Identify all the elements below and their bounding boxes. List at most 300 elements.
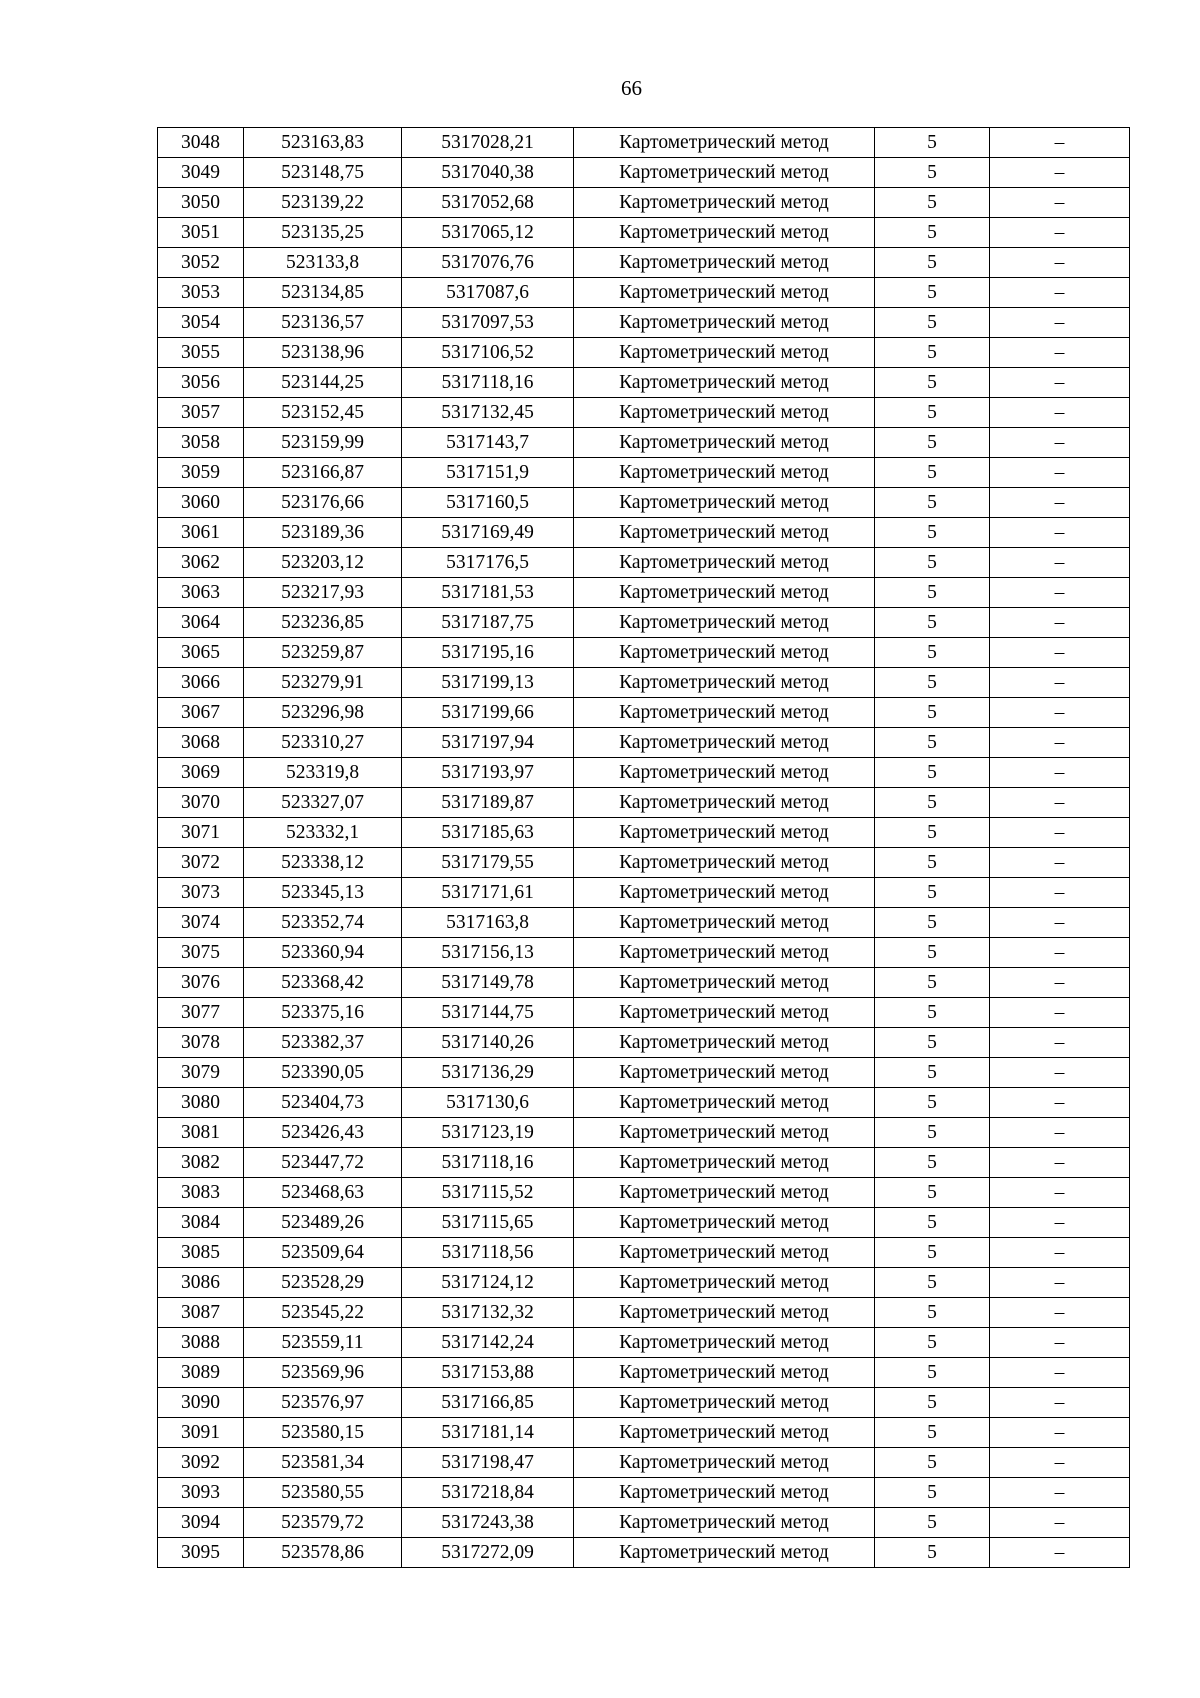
method-cell: Картометрический метод (574, 938, 875, 968)
table-row (158, 968, 1130, 998)
point-number-cell: 3060 (158, 488, 244, 518)
x-coordinate-cell: 523144,25 (244, 368, 402, 398)
accuracy-cell: 5 (875, 368, 990, 398)
table-row (158, 278, 1130, 308)
table-row (158, 1118, 1130, 1148)
point-number-cell: 3078 (158, 1028, 244, 1058)
x-coordinate-cell: 523360,94 (244, 938, 402, 968)
method-cell: Картометрический метод (574, 128, 875, 158)
accuracy-cell: 5 (875, 428, 990, 458)
table-row (158, 908, 1130, 938)
point-number-cell: 3087 (158, 1298, 244, 1328)
method-cell: Картометрический метод (574, 1268, 875, 1298)
table-row (158, 548, 1130, 578)
point-number-cell: 3057 (158, 398, 244, 428)
x-coordinate-cell: 523509,64 (244, 1238, 402, 1268)
description-cell: – (990, 1028, 1130, 1058)
x-coordinate-cell: 523236,85 (244, 608, 402, 638)
point-number-cell: 3065 (158, 638, 244, 668)
description-cell: – (990, 158, 1130, 188)
table-row (158, 368, 1130, 398)
point-number-cell: 3074 (158, 908, 244, 938)
x-coordinate-cell: 523310,27 (244, 728, 402, 758)
x-coordinate-cell: 523136,57 (244, 308, 402, 338)
description-cell: – (990, 1358, 1130, 1388)
y-coordinate-cell: 5317118,16 (402, 1148, 574, 1178)
method-cell: Картометрический метод (574, 1478, 875, 1508)
method-cell: Картометрический метод (574, 1238, 875, 1268)
accuracy-cell: 5 (875, 1208, 990, 1238)
y-coordinate-cell: 5317181,14 (402, 1418, 574, 1448)
x-coordinate-cell: 523166,87 (244, 458, 402, 488)
y-coordinate-cell: 5317115,65 (402, 1208, 574, 1238)
method-cell: Картометрический метод (574, 1538, 875, 1568)
accuracy-cell: 5 (875, 1118, 990, 1148)
method-cell: Картометрический метод (574, 548, 875, 578)
accuracy-cell: 5 (875, 1538, 990, 1568)
point-number-cell: 3071 (158, 818, 244, 848)
description-cell: – (990, 458, 1130, 488)
page-number: 66 (621, 76, 642, 100)
method-cell: Картометрический метод (574, 188, 875, 218)
accuracy-cell: 5 (875, 1358, 990, 1388)
table-row (158, 338, 1130, 368)
accuracy-cell: 5 (875, 488, 990, 518)
x-coordinate-cell: 523319,8 (244, 758, 402, 788)
y-coordinate-cell: 5317187,75 (402, 608, 574, 638)
method-cell: Картометрический метод (574, 968, 875, 998)
point-number-cell: 3081 (158, 1118, 244, 1148)
accuracy-cell: 5 (875, 308, 990, 338)
point-number-cell: 3080 (158, 1088, 244, 1118)
x-coordinate-cell: 523352,74 (244, 908, 402, 938)
table-row (158, 188, 1130, 218)
accuracy-cell: 5 (875, 218, 990, 248)
x-coordinate-cell: 523203,12 (244, 548, 402, 578)
method-cell: Картометрический метод (574, 578, 875, 608)
accuracy-cell: 5 (875, 188, 990, 218)
point-number-cell: 3079 (158, 1058, 244, 1088)
method-cell: Картометрический метод (574, 668, 875, 698)
description-cell: – (990, 218, 1130, 248)
method-cell: Картометрический метод (574, 308, 875, 338)
y-coordinate-cell: 5317193,97 (402, 758, 574, 788)
accuracy-cell: 5 (875, 1058, 990, 1088)
x-coordinate-cell: 523581,34 (244, 1448, 402, 1478)
description-cell: – (990, 1478, 1130, 1508)
y-coordinate-cell: 5317140,26 (402, 1028, 574, 1058)
table-row (158, 1088, 1130, 1118)
description-cell: – (990, 1238, 1130, 1268)
description-cell: – (990, 1118, 1130, 1148)
table-row (158, 998, 1130, 1028)
y-coordinate-cell: 5317065,12 (402, 218, 574, 248)
table-row (158, 1418, 1130, 1448)
table-row (158, 668, 1130, 698)
method-cell: Картометрический метод (574, 698, 875, 728)
accuracy-cell: 5 (875, 1418, 990, 1448)
method-cell: Картометрический метод (574, 338, 875, 368)
x-coordinate-cell: 523163,83 (244, 128, 402, 158)
y-coordinate-cell: 5317118,56 (402, 1238, 574, 1268)
accuracy-cell: 5 (875, 1508, 990, 1538)
y-coordinate-cell: 5317160,5 (402, 488, 574, 518)
y-coordinate-cell: 5317132,45 (402, 398, 574, 428)
x-coordinate-cell: 523447,72 (244, 1148, 402, 1178)
accuracy-cell: 5 (875, 248, 990, 278)
point-number-cell: 3070 (158, 788, 244, 818)
description-cell: – (990, 728, 1130, 758)
method-cell: Картометрический метод (574, 638, 875, 668)
y-coordinate-cell: 5317132,32 (402, 1298, 574, 1328)
x-coordinate-cell: 523404,73 (244, 1088, 402, 1118)
y-coordinate-cell: 5317156,13 (402, 938, 574, 968)
method-cell: Картометрический метод (574, 1388, 875, 1418)
accuracy-cell: 5 (875, 1028, 990, 1058)
y-coordinate-cell: 5317272,09 (402, 1538, 574, 1568)
point-number-cell: 3075 (158, 938, 244, 968)
y-coordinate-cell: 5317198,47 (402, 1448, 574, 1478)
table-row (158, 308, 1130, 338)
x-coordinate-cell: 523135,25 (244, 218, 402, 248)
table-row (158, 1538, 1130, 1568)
description-cell: – (990, 248, 1130, 278)
table-row (158, 158, 1130, 188)
accuracy-cell: 5 (875, 1298, 990, 1328)
method-cell: Картометрический метод (574, 848, 875, 878)
x-coordinate-cell: 523327,07 (244, 788, 402, 818)
y-coordinate-cell: 5317115,52 (402, 1178, 574, 1208)
y-coordinate-cell: 5317218,84 (402, 1478, 574, 1508)
x-coordinate-cell: 523133,8 (244, 248, 402, 278)
x-coordinate-cell: 523426,43 (244, 1118, 402, 1148)
point-number-cell: 3053 (158, 278, 244, 308)
method-cell: Картометрический метод (574, 218, 875, 248)
table-row (158, 1358, 1130, 1388)
y-coordinate-cell: 5317052,68 (402, 188, 574, 218)
table-row (158, 728, 1130, 758)
method-cell: Картометрический метод (574, 1118, 875, 1148)
point-number-cell: 3091 (158, 1418, 244, 1448)
point-number-cell: 3093 (158, 1478, 244, 1508)
y-coordinate-cell: 5317040,38 (402, 158, 574, 188)
table-row (158, 398, 1130, 428)
x-coordinate-cell: 523159,99 (244, 428, 402, 458)
x-coordinate-cell: 523148,75 (244, 158, 402, 188)
point-number-cell: 3089 (158, 1358, 244, 1388)
point-number-cell: 3051 (158, 218, 244, 248)
y-coordinate-cell: 5317189,87 (402, 788, 574, 818)
y-coordinate-cell: 5317176,5 (402, 548, 574, 578)
table-row (158, 818, 1130, 848)
x-coordinate-cell: 523390,05 (244, 1058, 402, 1088)
description-cell: – (990, 638, 1130, 668)
description-cell: – (990, 818, 1130, 848)
accuracy-cell: 5 (875, 938, 990, 968)
accuracy-cell: 5 (875, 1388, 990, 1418)
accuracy-cell: 5 (875, 1178, 990, 1208)
point-number-cell: 3056 (158, 368, 244, 398)
x-coordinate-cell: 523489,26 (244, 1208, 402, 1238)
point-number-cell: 3069 (158, 758, 244, 788)
description-cell: – (990, 668, 1130, 698)
point-number-cell: 3061 (158, 518, 244, 548)
point-number-cell: 3085 (158, 1238, 244, 1268)
y-coordinate-cell: 5317153,88 (402, 1358, 574, 1388)
description-cell: – (990, 1388, 1130, 1418)
y-coordinate-cell: 5317118,16 (402, 368, 574, 398)
description-cell: – (990, 1268, 1130, 1298)
accuracy-cell: 5 (875, 1448, 990, 1478)
accuracy-cell: 5 (875, 698, 990, 728)
accuracy-cell: 5 (875, 548, 990, 578)
description-cell: – (990, 908, 1130, 938)
y-coordinate-cell: 5317149,78 (402, 968, 574, 998)
point-number-cell: 3095 (158, 1538, 244, 1568)
y-coordinate-cell: 5317171,61 (402, 878, 574, 908)
method-cell: Картометрический метод (574, 1028, 875, 1058)
table-row (158, 938, 1130, 968)
table-row (158, 428, 1130, 458)
table-row (158, 848, 1130, 878)
description-cell: – (990, 698, 1130, 728)
x-coordinate-cell: 523580,15 (244, 1418, 402, 1448)
description-cell: – (990, 428, 1130, 458)
table-row (158, 248, 1130, 278)
method-cell: Картометрический метод (574, 278, 875, 308)
y-coordinate-cell: 5317197,94 (402, 728, 574, 758)
accuracy-cell: 5 (875, 908, 990, 938)
point-number-cell: 3049 (158, 158, 244, 188)
method-cell: Картометрический метод (574, 158, 875, 188)
method-cell: Картометрический метод (574, 788, 875, 818)
point-number-cell: 3076 (158, 968, 244, 998)
description-cell: – (990, 848, 1130, 878)
x-coordinate-cell: 523134,85 (244, 278, 402, 308)
accuracy-cell: 5 (875, 158, 990, 188)
accuracy-cell: 5 (875, 998, 990, 1028)
description-cell: – (990, 1448, 1130, 1478)
table-row (158, 1148, 1130, 1178)
table-row (158, 1328, 1130, 1358)
table-row (158, 698, 1130, 728)
table-row (158, 1268, 1130, 1298)
x-coordinate-cell: 523338,12 (244, 848, 402, 878)
description-cell: – (990, 878, 1130, 908)
x-coordinate-cell: 523138,96 (244, 338, 402, 368)
accuracy-cell: 5 (875, 1088, 990, 1118)
method-cell: Картометрический метод (574, 998, 875, 1028)
y-coordinate-cell: 5317243,38 (402, 1508, 574, 1538)
table-row (158, 1238, 1130, 1268)
table-row (158, 218, 1130, 248)
description-cell: – (990, 1208, 1130, 1238)
method-cell: Картометрический метод (574, 1298, 875, 1328)
point-number-cell: 3077 (158, 998, 244, 1028)
description-cell: – (990, 608, 1130, 638)
x-coordinate-cell: 523345,13 (244, 878, 402, 908)
point-number-cell: 3094 (158, 1508, 244, 1538)
description-cell: – (990, 938, 1130, 968)
table-row (158, 488, 1130, 518)
description-cell: – (990, 188, 1130, 218)
accuracy-cell: 5 (875, 458, 990, 488)
description-cell: – (990, 758, 1130, 788)
y-coordinate-cell: 5317179,55 (402, 848, 574, 878)
table-row (158, 878, 1130, 908)
point-number-cell: 3064 (158, 608, 244, 638)
accuracy-cell: 5 (875, 758, 990, 788)
x-coordinate-cell: 523576,97 (244, 1388, 402, 1418)
description-cell: – (990, 338, 1130, 368)
description-cell: – (990, 1508, 1130, 1538)
x-coordinate-cell: 523578,86 (244, 1538, 402, 1568)
point-number-cell: 3068 (158, 728, 244, 758)
method-cell: Картометрический метод (574, 1148, 875, 1178)
description-cell: – (990, 488, 1130, 518)
x-coordinate-cell: 523189,36 (244, 518, 402, 548)
x-coordinate-cell: 523559,11 (244, 1328, 402, 1358)
coordinates-table-body (158, 128, 1130, 1568)
method-cell: Картометрический метод (574, 878, 875, 908)
method-cell: Картометрический метод (574, 458, 875, 488)
y-coordinate-cell: 5317199,66 (402, 698, 574, 728)
point-number-cell: 3063 (158, 578, 244, 608)
point-number-cell: 3055 (158, 338, 244, 368)
description-cell: – (990, 548, 1130, 578)
x-coordinate-cell: 523176,66 (244, 488, 402, 518)
x-coordinate-cell: 523152,45 (244, 398, 402, 428)
description-cell: – (990, 1178, 1130, 1208)
table-row (158, 1208, 1130, 1238)
point-number-cell: 3058 (158, 428, 244, 458)
point-number-cell: 3088 (158, 1328, 244, 1358)
coordinates-table (157, 127, 1130, 1568)
table-row (158, 1058, 1130, 1088)
description-cell: – (990, 1538, 1130, 1568)
description-cell: – (990, 1298, 1130, 1328)
y-coordinate-cell: 5317163,8 (402, 908, 574, 938)
description-cell: – (990, 1058, 1130, 1088)
table-row (158, 128, 1130, 158)
point-number-cell: 3072 (158, 848, 244, 878)
description-cell: – (990, 308, 1130, 338)
description-cell: – (990, 128, 1130, 158)
accuracy-cell: 5 (875, 1328, 990, 1358)
accuracy-cell: 5 (875, 1148, 990, 1178)
x-coordinate-cell: 523259,87 (244, 638, 402, 668)
y-coordinate-cell: 5317169,49 (402, 518, 574, 548)
y-coordinate-cell: 5317142,24 (402, 1328, 574, 1358)
accuracy-cell: 5 (875, 398, 990, 428)
y-coordinate-cell: 5317028,21 (402, 128, 574, 158)
description-cell: – (990, 578, 1130, 608)
y-coordinate-cell: 5317130,6 (402, 1088, 574, 1118)
method-cell: Картометрический метод (574, 608, 875, 638)
table-row (158, 1298, 1130, 1328)
description-cell: – (990, 1088, 1130, 1118)
y-coordinate-cell: 5317199,13 (402, 668, 574, 698)
table-row (158, 578, 1130, 608)
accuracy-cell: 5 (875, 1238, 990, 1268)
point-number-cell: 3066 (158, 668, 244, 698)
y-coordinate-cell: 5317195,16 (402, 638, 574, 668)
accuracy-cell: 5 (875, 1268, 990, 1298)
y-coordinate-cell: 5317076,76 (402, 248, 574, 278)
description-cell: – (990, 998, 1130, 1028)
description-cell: – (990, 398, 1130, 428)
point-number-cell: 3084 (158, 1208, 244, 1238)
table-row (158, 1028, 1130, 1058)
method-cell: Картометрический метод (574, 1358, 875, 1388)
table-row (158, 458, 1130, 488)
table-row (158, 518, 1130, 548)
y-coordinate-cell: 5317123,19 (402, 1118, 574, 1148)
method-cell: Картометрический метод (574, 1418, 875, 1448)
y-coordinate-cell: 5317144,75 (402, 998, 574, 1028)
x-coordinate-cell: 523528,29 (244, 1268, 402, 1298)
table-row (158, 1448, 1130, 1478)
accuracy-cell: 5 (875, 578, 990, 608)
accuracy-cell: 5 (875, 818, 990, 848)
x-coordinate-cell: 523579,72 (244, 1508, 402, 1538)
x-coordinate-cell: 523545,22 (244, 1298, 402, 1328)
point-number-cell: 3059 (158, 458, 244, 488)
method-cell: Картометрический метод (574, 368, 875, 398)
accuracy-cell: 5 (875, 338, 990, 368)
y-coordinate-cell: 5317185,63 (402, 818, 574, 848)
method-cell: Картометрический метод (574, 818, 875, 848)
x-coordinate-cell: 523468,63 (244, 1178, 402, 1208)
accuracy-cell: 5 (875, 1478, 990, 1508)
point-number-cell: 3086 (158, 1268, 244, 1298)
method-cell: Картометрический метод (574, 1508, 875, 1538)
point-number-cell: 3090 (158, 1388, 244, 1418)
table-row (158, 1388, 1130, 1418)
method-cell: Картометрический метод (574, 1208, 875, 1238)
y-coordinate-cell: 5317181,53 (402, 578, 574, 608)
table-row (158, 1178, 1130, 1208)
point-number-cell: 3083 (158, 1178, 244, 1208)
y-coordinate-cell: 5317097,53 (402, 308, 574, 338)
method-cell: Картометрический метод (574, 1328, 875, 1358)
method-cell: Картометрический метод (574, 428, 875, 458)
method-cell: Картометрический метод (574, 728, 875, 758)
description-cell: – (990, 518, 1130, 548)
table-row (158, 1508, 1130, 1538)
x-coordinate-cell: 523368,42 (244, 968, 402, 998)
accuracy-cell: 5 (875, 128, 990, 158)
accuracy-cell: 5 (875, 608, 990, 638)
description-cell: – (990, 788, 1130, 818)
accuracy-cell: 5 (875, 788, 990, 818)
point-number-cell: 3092 (158, 1448, 244, 1478)
method-cell: Картометрический метод (574, 518, 875, 548)
y-coordinate-cell: 5317136,29 (402, 1058, 574, 1088)
x-coordinate-cell: 523332,1 (244, 818, 402, 848)
point-number-cell: 3082 (158, 1148, 244, 1178)
y-coordinate-cell: 5317087,6 (402, 278, 574, 308)
description-cell: – (990, 1148, 1130, 1178)
y-coordinate-cell: 5317106,52 (402, 338, 574, 368)
method-cell: Картометрический метод (574, 1178, 875, 1208)
x-coordinate-cell: 523569,96 (244, 1358, 402, 1388)
x-coordinate-cell: 523296,98 (244, 698, 402, 728)
table-row (158, 1478, 1130, 1508)
method-cell: Картометрический метод (574, 488, 875, 518)
method-cell: Картометрический метод (574, 758, 875, 788)
x-coordinate-cell: 523217,93 (244, 578, 402, 608)
